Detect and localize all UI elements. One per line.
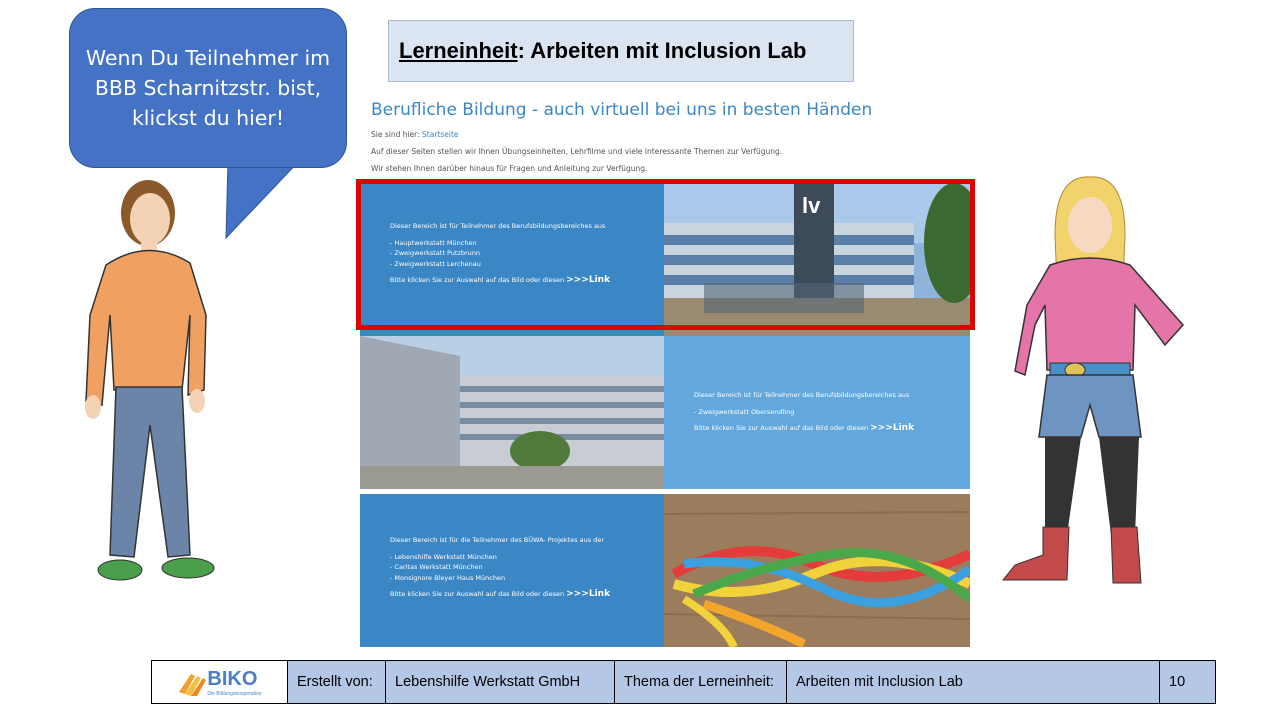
footer-logo-cell: [152, 661, 288, 703]
footer-table: [151, 660, 1216, 704]
braided-ribbons-photo[interactable]: [664, 494, 970, 647]
banner-1-intro: Dieser Bereich ist für Teilnehmer des Berufsbildungsbereiches aus: [390, 222, 606, 230]
intro-text-1: Auf dieser Seiten stellen wir Ihnen Übungseinheiten, Lehrfilme und viele interessante Themen zur Verfügung.: [371, 147, 783, 156]
highlight-frame: [356, 179, 975, 330]
banner-3-text-panel: [360, 494, 664, 647]
intro-text-2: Wir stehen Ihnen darüber hinaus für Fragen und Anleitung zur Verfügung.: [371, 164, 648, 173]
web-heading: Berufliche Bildung - auch virtuell bei uns in besten Händen: [371, 100, 873, 120]
biko-logo-text: BIKO: [207, 667, 258, 690]
banner-2-text-panel: [664, 336, 970, 489]
banner-3-intro: Dieser Bereich ist für die Teilnehmer des BÜWA- Projektes aus der: [390, 536, 605, 544]
footer-created-label: Erstellt von:: [288, 661, 386, 703]
banner-3-item: - Monsignore Bleyer Haus München: [390, 573, 506, 582]
title-underlined: Lerneinheit: [399, 38, 518, 63]
breadcrumb-link-startseite[interactable]: Startseite: [422, 130, 459, 139]
speech-bubble: [69, 8, 347, 168]
svg-text:lv: lv: [802, 193, 821, 218]
biko-logo-icon: [177, 668, 207, 696]
banner-3-item: - Lebenshilfe Werkstatt München: [390, 552, 497, 561]
girl-illustration: [995, 175, 1185, 590]
banner-buewa[interactable]: [360, 494, 970, 647]
banner-2-link[interactable]: >>>Link: [870, 423, 915, 433]
boy-illustration: [78, 175, 223, 590]
footer-page-number: 10: [1160, 661, 1215, 703]
banner-1-item: - Hauptwerkstatt München: [390, 238, 477, 247]
banner-1-link[interactable]: >>>Link: [566, 275, 611, 285]
banner-1-cta: Bitte klicken Sie zur Auswahl auf das Bild oder diesen: [390, 276, 567, 284]
breadcrumb-prefix: Sie sind hier:: [371, 130, 423, 139]
banner-3-item: - Caritas Werkstatt München: [390, 563, 483, 571]
footer-topic-value: Arbeiten mit Inclusion Lab: [787, 661, 1160, 703]
banner-2-cta: Bitte klicken Sie zur Auswahl auf das Bild oder diesen: [694, 424, 871, 432]
breadcrumb: [371, 130, 459, 139]
banner-3-cta: Bitte klicken Sie zur Auswahl auf das Bild oder diesen: [390, 590, 567, 598]
banner-1-item: - Zweigwerkstatt Putzbrunn: [390, 249, 480, 257]
banner-berufsbildung-2[interactable]: [360, 336, 970, 489]
banner-1-item: - Zweigwerkstatt Lerchenau: [390, 259, 481, 268]
biko-logo-subtitle: Die Bildungskooperation: [207, 690, 262, 697]
footer-topic-label: Thema der Lerneinheit:: [615, 661, 787, 703]
banner-3-link[interactable]: >>>Link: [566, 589, 611, 599]
banner-2-intro: Dieser Bereich ist für Teilnehmer des Berufsbildungsbereiches aus: [694, 391, 910, 399]
banner-2-item: - Zweigwerkstatt Obersendling: [694, 407, 795, 416]
footer-created-value: Lebenshilfe Werkstatt GmbH: [386, 661, 615, 703]
title-rest: : Arbeiten mit Inclusion Lab: [517, 38, 807, 63]
speech-bubble-text: Wenn Du Teilnehmer im BBB Scharnitzstr. bist, klickst du hier!: [85, 46, 331, 130]
building-photo-obersendling[interactable]: [360, 336, 666, 489]
